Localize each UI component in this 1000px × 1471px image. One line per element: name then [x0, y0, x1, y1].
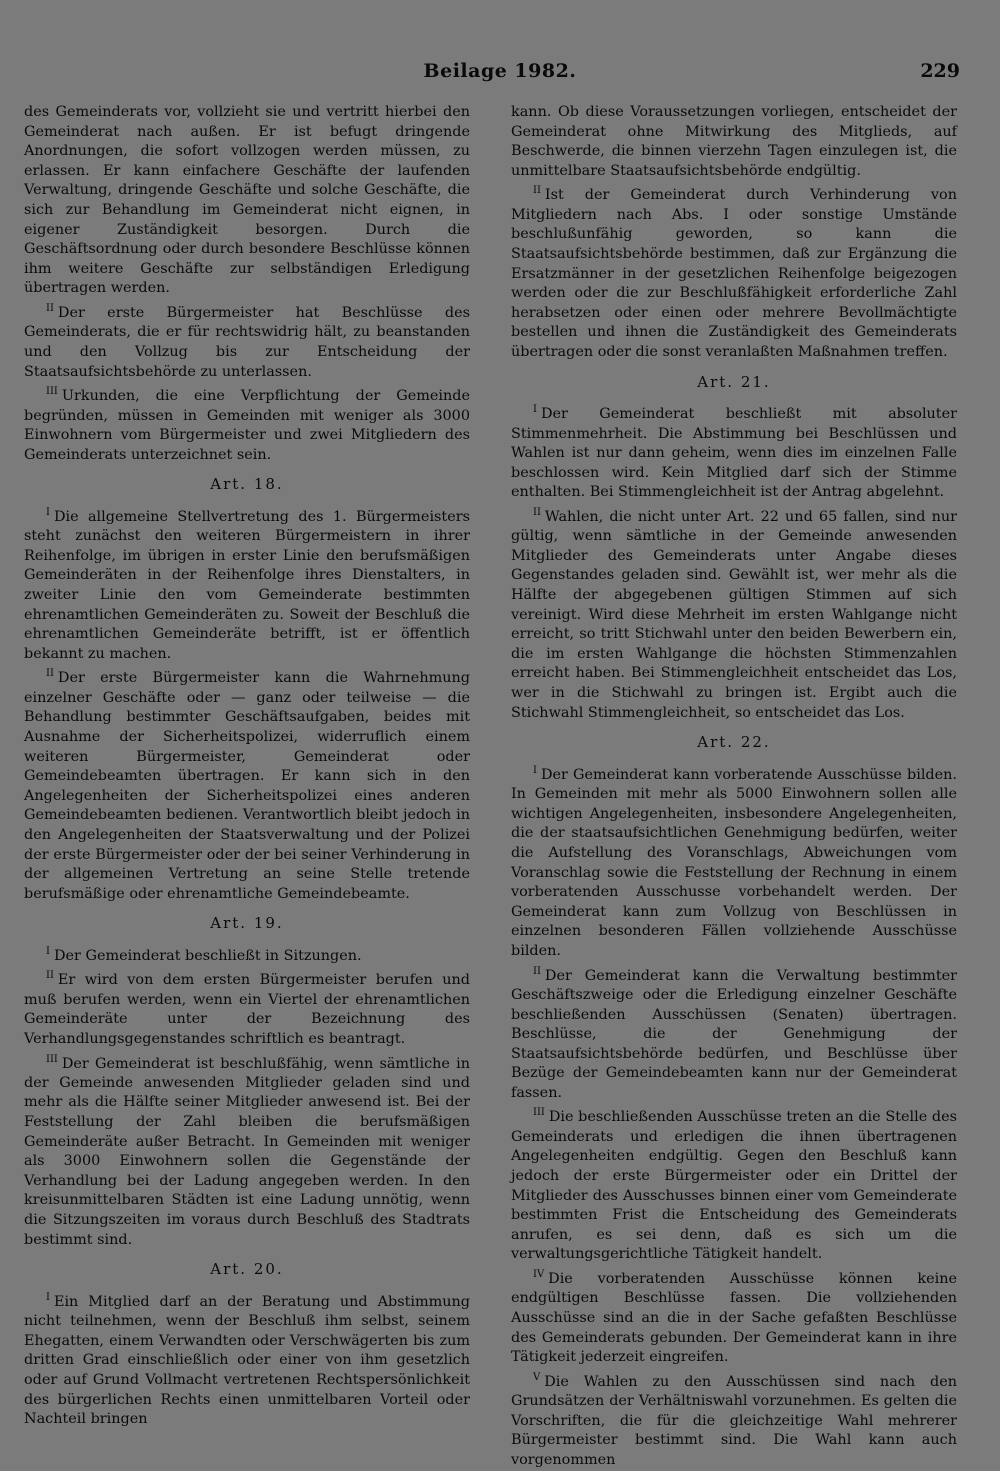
paragraph-text: Der Gemeinderat beschließt in Sitzungen. [53, 947, 362, 964]
paragraph-text: Die beschließenden Ausschüsse treten an die Stelle des Gemeinderats und erledigen die ihnen übertragenen Angelegenheiten endgültig. Gegen den Beschluß kann jedoch der erste Bürgermeister oder ein Drittel der Mitglieder des Ausschusses binnen einer vom Gemeinderate bestimmten Frist die Entscheidung des Gemeinderats anrufen, es sei denn, daß es sich um die verwaltungsgerichtliche Tätigkeit handelt. [511, 1109, 957, 1263]
paragraph-text: Ist der Gemeinderat durch Verhinderung von Mitgliedern nach Abs. I oder sonstige Umstände beschlußunfähig geworden, so kann die Staatsaufsichtsbehörde bestimmen, daß zur Ergänzung die Ersatzmänner in der gesetzlichen Reihenfolge beigezogen werden oder die zur Beschlußfähigkeit erforderliche Zahl herabsetzen oder einen oder mehrere Bevollmächtigte bestellen und ihnen die Zuständigkeit des Gemeinderats übertragen oder die sonst veranlaßten Maßnahmen treffen. [511, 187, 957, 360]
paragraph-text: Ein Mitglied darf an der Beratung und Abstimmung nicht teilnehmen, wenn der Beschluß ihm selbst, seinem Ehegatten, einem Verwandten oder Verschwägerten bis zum dritten Grad einschließlich oder einer von ihm gesetzlich oder auf Grund Vollmacht vertretenen Rechtspersönlichkeit des bürgerlichen Rechts einen unmittelbaren Vorteil oder Nachteil bringen [24, 1293, 470, 1428]
paragraph-text: Urkunden, die eine Verpflichtung der Gemeinde begründen, müssen in Gemeinden mit weniger als 3000 Einwohnern vom Bürgermeister und zwei Mitgliedern des Gemeinderats unterzeichnet sein. [24, 387, 470, 463]
paragraph [511, 1103, 957, 1265]
paragraph-text: Er wird von dem ersten Bürgermeister berufen und muß berufen werden, wenn ein Viertel der ehrenamtlichen Gemeinderäte unter der Bezeichnung des Verhandlungsgegenstandes schriftlich es beantragt. [24, 972, 470, 1047]
article-heading: Art. 22. [697, 733, 771, 752]
paragraph [511, 761, 957, 962]
paragraph-number: IV [533, 1269, 545, 1281]
paragraph-number: II [533, 965, 541, 977]
paragraph-number: V [533, 1371, 541, 1383]
paragraph [24, 382, 470, 465]
paragraph-number: II [46, 970, 54, 982]
page-header [0, 60, 1000, 90]
paragraph-text: Wahlen, die nicht unter Art. 22 und 65 fallen, sind nur gültig, wenn sämtliche in der Gemeinde anwesenden Mitglieder des Gemeinderats unter Angabe dieses Gegenstandes geladen sind. Gewählt ist, wer mehr als die Hälfte der abgegebenen gültigen Stimmen auf sich vereinigt. Wird diese Mehrheit im ersten Wahlgange nicht erreicht, so tritt Stichwahl unter den beiden Bewerbern ein, die im ersten Wahlgange die höchsten Stimmenzahlen erreicht haben. Bei Stimmengleichheit entscheidet das Los, wer in die Stichwahl zu bringen ist. Ergibt auch die Stichwahl Stimmengleichheit, so entscheidet das Los. [511, 508, 957, 721]
paragraph-number: I [46, 1291, 50, 1303]
paragraph [24, 1050, 470, 1251]
paragraph-text: Der Gemeinderat kann vorberatende Ausschüsse bilden. In Gemeinden mit mehr als 5000 Einwohnern sollen alle wichtigen Angelegenheiten, insbesondere Angelegenheiten, die der staatsaufsichtlichen Genehmigung bedürfen, weiter die Aufstellung des Voranschlags, Abweichungen vom Voranschlag sowie die Feststellung der Rechnung in einem vorberatenden Ausschusse vorbehandelt werden. Der Gemeinderat kann zum Vollzug von Beschlüssen in einzelnen besonderen Fällen vollziehende Ausschüsse bilden. [511, 766, 957, 959]
paragraph-number: I [533, 404, 537, 416]
paragraph [24, 664, 470, 904]
paragraph [24, 503, 470, 665]
article-heading: Art. 19. [210, 914, 284, 933]
paragraph-text: Der Gemeinderat beschließt mit absoluter Stimmenmehrheit. Die Abstimmung bei Beschlüssen und Wahlen ist nur dann geheim, wenn dies im einzelnen Falle beschlossen wird. Kein Mitglied darf sich der Stimme enthalten. Bei Stimmengleichheit ist der Antrag abgelehnt. [511, 405, 957, 501]
article-heading: Art. 20. [210, 1260, 284, 1279]
paragraph: des Gemeinderats vor, vollzieht sie und vertritt hierbei den Gemeinderat nach außen. Er ist befugt dringende Anordnungen, die sofort vollzogen werden müssen, zu erlassen. Er kann einfachere Geschäfte der laufenden Verwaltung, dringende Geschäfte und solche Geschäfte, die sich zur Behandlung im Gemeinderat nicht eignen, in eigener Zuständigkeit besorgen. Durch die Geschäftsordnung oder durch besondere Beschlüsse können ihm weitere Geschäfte zur selbständigen Erledigung übertragen werden. [24, 104, 470, 297]
paragraph-text: Der Gemeinderat ist beschlußfähig, wenn sämtliche in der Gemeinde anwesenden Mitglieder geladen sind und mehr als die Hälfte seiner Mitglieder anwesend ist. Bei der Feststellung der Zahl bleiben die berufsmäßigen Gemeinderäte außer Betracht. In Gemeinden mit weniger als 3000 Einwohnern sollen die Gegenstände der Verhandlung bei der Ladung angegeben werden. In den kreisunmittelbaren Städten ist eine Ladung unnötig, wenn die Sitzungszeiten im voraus durch Beschluß des Stadtrats bestimmt sind. [24, 1055, 470, 1248]
paragraph-number: II [533, 506, 541, 518]
paragraph-number: I [533, 764, 537, 776]
paragraph-text: Der Gemeinderat kann die Verwaltung bestimmter Geschäftszweige oder die Erledigung einzelner Geschäfte beschließenden Ausschüssen (Senaten) übertragen. Beschlüsse, die der Genehmigung der Staatsaufsichtsbehörde bedürfen, und Beschlüsse über Bezüge der Gemeindebeamten kann nur der Gemeinderat fassen. [511, 967, 957, 1101]
page-title: Beilage 1982. [423, 60, 577, 82]
right-column [511, 103, 957, 1471]
paragraph [511, 181, 957, 362]
paragraph-number: II [46, 302, 54, 314]
paragraph-text: Die vorberatenden Ausschüsse können keine endgültigen Beschlüsse fassen. Die vollziehenden Ausschüsse sind an die in der Sache gefaßten Beschlüsse des Gemeinderats gebunden. Der Gemeinderat kann in ihre Tätigkeit jederzeit eingreifen. [511, 1270, 957, 1366]
paragraph-number: III [46, 386, 58, 398]
paragraph [24, 299, 470, 382]
paragraph-number: I [46, 506, 50, 518]
left-column [24, 103, 470, 1430]
paragraph [511, 1265, 957, 1368]
paragraph-number: I [46, 945, 50, 957]
paragraph-text: Die allgemeine Stellvertretung des 1. Bürgermeisters steht zunächst den weiteren Bürgermeistern in ihrer Reihenfolge, im übrigen in erster Linie den berufsmäßigen Gemeinderäten in der Reihenfolge ihres Dienstalters, in zweiter Linie den vom Gemeinderate bestimmten ehrenamtlichen Gemeinderäten zu. Soweit der Beschluß die ehrenamtlichen Gemeinderäte betrifft, ist er öffentlich bekannt zu machen. [24, 508, 470, 662]
paragraph-text: Der erste Bürgermeister kann die Wahrnehmung einzelner Geschäfte oder — ganz oder teilweise — die Behandlung bestimmter Geschäftsaufgaben, beides mit Ausnahme der Sicherheitspolizei, widerruflich einem weiteren Bürgermeister, Gemeinderat oder Gemeindebeamten übertragen. Er kann sich in den Angelegenheiten der Sicherheitspolizei eines anderen Gemeindebeamten bedienen. Verantwortlich bleibt jedoch in den Angelegenheiten der Staatsverwaltung und der Polizei der erste Bürgermeister oder der bei seiner Verhinderung in der allgemeinen Vertretung an seine Stelle tretende berufsmäßige oder ehrenamtliche Gemeindebeamte. [24, 670, 470, 902]
paragraph [511, 1368, 957, 1471]
paragraph-text: Der erste Bürgermeister hat Beschlüsse des Gemeinderats, die er für rechtswidrig hält, zu beanstanden und den Vollzug bis zur Entscheidung der Staatsaufsichtsbehörde zu unterlassen. [24, 304, 470, 380]
paragraph: kann. Ob diese Voraussetzungen vorliegen, entscheidet der Gemeinderat ohne Mitwirkung des Mitglieds, auf Beschwerde, die binnen vierzehn Tagen einzulegen ist, die unmittelbare Staatsaufsichtsbehörde endgültig. [511, 104, 957, 179]
article-heading: Art. 21. [697, 372, 771, 391]
paragraph-number: II [46, 668, 54, 680]
paragraph-number: III [533, 1107, 545, 1119]
paragraph [24, 1288, 470, 1430]
article-heading: Art. 18. [210, 475, 284, 494]
paragraph [24, 966, 470, 1049]
paragraph [511, 400, 957, 503]
paragraph [511, 962, 957, 1104]
paragraph-number: III [46, 1053, 58, 1065]
paragraph [511, 503, 957, 723]
paragraph-number: II [533, 185, 541, 197]
page-number: 229 [920, 60, 960, 82]
paragraph [24, 942, 470, 966]
paragraph-text: Die Wahlen zu den Ausschüssen sind nach den Grundsätzen der Verhältniswahl vorzunehmen. Es gelten die Vorschriften, die für die gleichzeitige Wahl mehrerer Bürgermeister bestimmt sind. Die Wahl kann auch vorgenommen [511, 1373, 957, 1468]
